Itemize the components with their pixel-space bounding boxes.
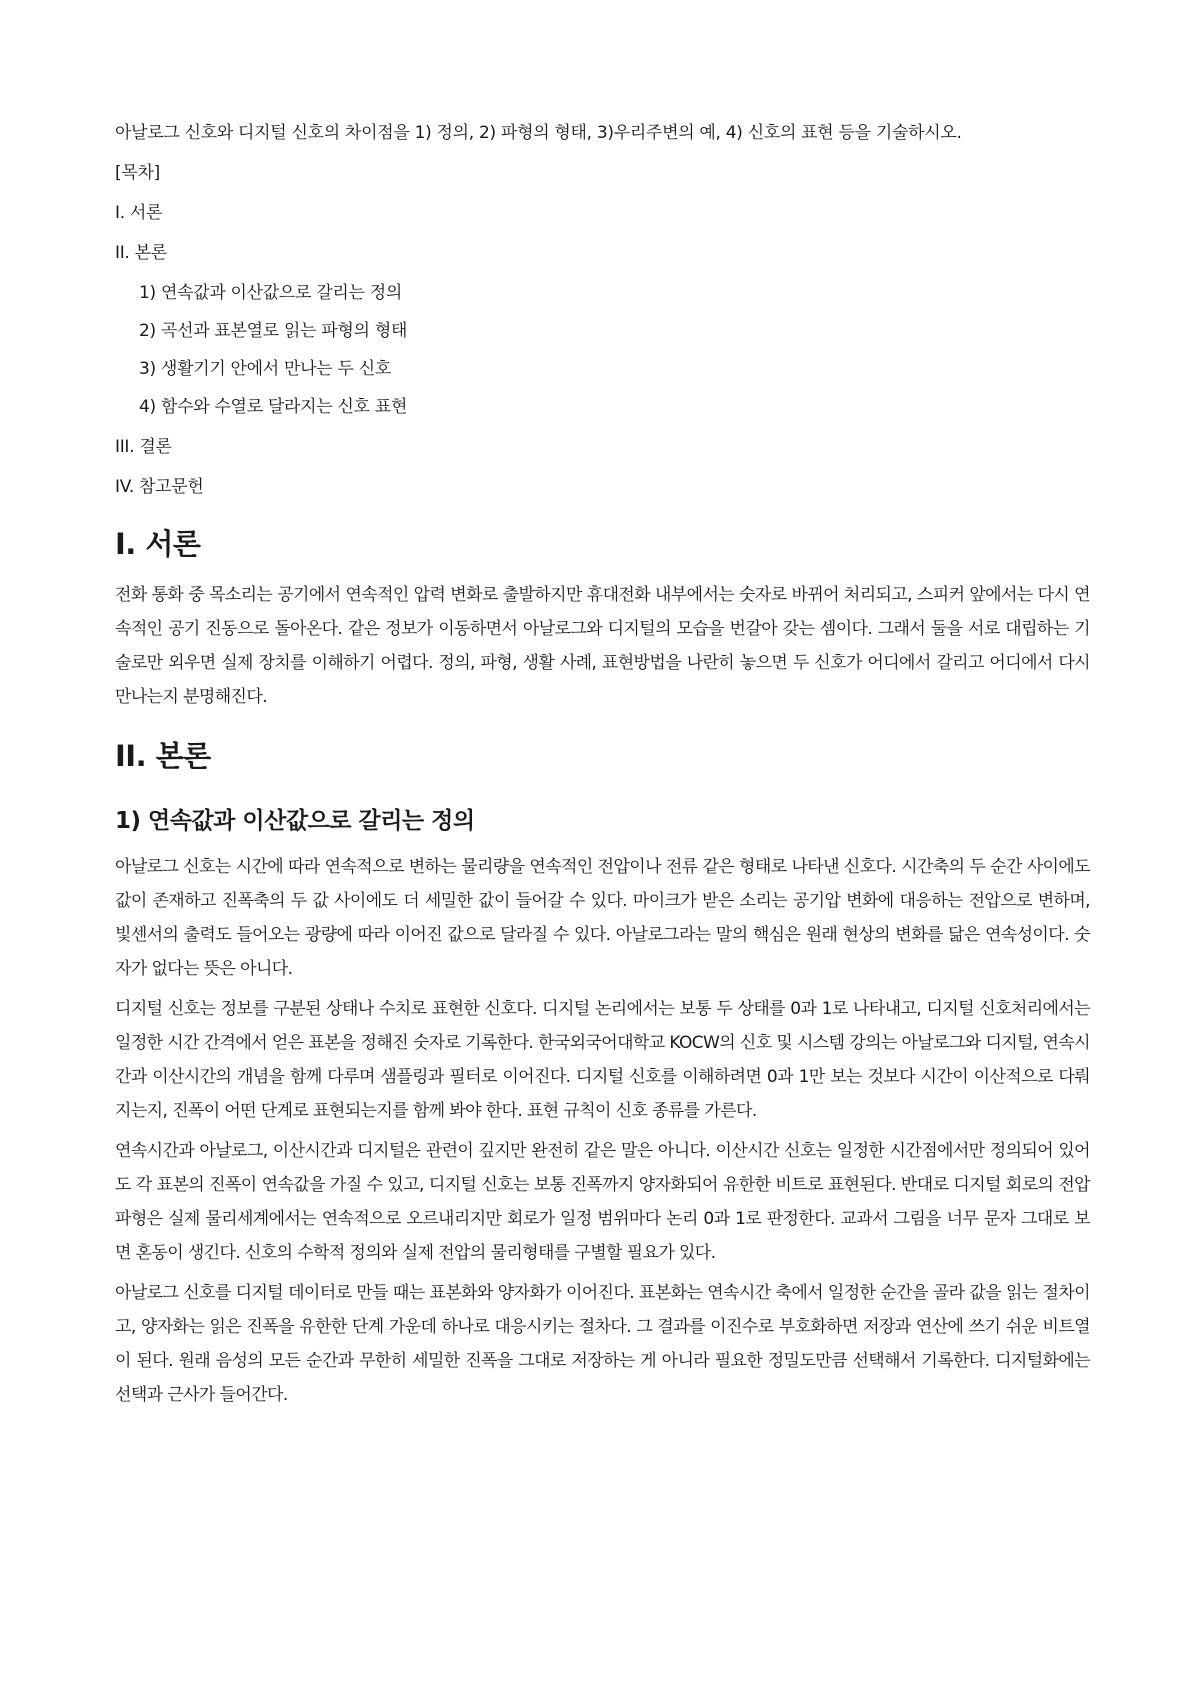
- body-paragraph: 연속시간과 아날로그, 이산시간과 디지털은 관련이 깊지만 완전히 같은 말은 아니다. 이산시간 신호는 일정한 시간점에서만 정의되어 있어도 각 표본의 진폭이 연속값을 가질 수 있고, 디지털 신호는 보통 진폭까지 양자화되어 유한한 비트로 표현된다. 반대로 디지털 회로의 전압파형은 실제 물리세계에서는 연속적으로 오르내리지만 회로가 일정 범위마다 논리 0과 1로 판정한다. 교과서 그림을 너무 문자 그대로 보면 혼동이 생긴다. 신호의 수학적 정의와 실제 전압의 물리형태를 구별할 필요가 있다.: [115, 1141, 1090, 1263]
- section-heading-intro: I. 서론: [115, 527, 201, 561]
- body-paragraph: 아날로그 신호를 디지털 데이터로 만들 때는 표본화와 양자화가 이어진다. 표본화는 연속시간 축에서 일정한 순간을 골라 값을 읽는 절차이고, 양자화는 읽은 진폭을 유한한 단계 가운데 하나로 대응시키는 절차다. 그 결과를 이진수로 부호화하면 저장과 연산에 쓰기 쉬운 비트열이 된다. 원래 음성의 모든 순간과 무한히 세밀한 진폭을 그대로 저장하는 게 아니라 필요한 정밀도만큼 선택해서 기록한다. 디지털화에는 선택과 근사가 들어간다.: [115, 1283, 1090, 1405]
- toc-subitem: 3) 생활기기 안에서 만나는 두 신호: [139, 359, 391, 379]
- toc-item-body: II. 본론: [115, 243, 167, 263]
- toc-item-conclusion: III. 결론: [115, 437, 172, 457]
- toc-subitem: 1) 연속값과 이산값으로 갈리는 정의: [139, 283, 402, 303]
- table-of-contents: [115, 158, 1090, 502]
- body-paragraph: 아날로그 신호는 시간에 따라 연속적으로 변하는 물리량을 연속적인 전압이나 전류 같은 형태로 나타낸 신호다. 시간축의 두 순간 사이에도 값이 존재하고 진폭축의 두 값 사이에도 더 세밀한 값이 들어갈 수 있다. 마이크가 받은 소리는 공기압 변화에 대응하는 전압으로 변하며, 빛센서의 출력도 들어오는 광량에 따라 이어진 값으로 달라질 수 있다. 아날로그라는 말의 핵심은 원래 현상의 변화를 닮은 연속성이다. 숫자가 없다는 뜻은 아니다.: [115, 857, 1090, 979]
- toc-item-intro: I. 서론: [115, 203, 163, 223]
- body-paragraph: 디지털 신호는 정보를 구분된 상태나 수치로 표현한 신호다. 디지털 논리에서는 보통 두 상태를 0과 1로 나타내고, 디지털 신호처리에서는 일정한 시간 간격에서 얻은 표본을 정해진 숫자로 기록한다. 한국외국어대학교 KOCW의 신호 및 시스템 강의는 아날로그와 디지털, 연속시간과 이산시간의 개념을 함께 다루며 샘플링과 필터로 이어진다. 디지털 신호를 이해하려면 0과 1만 보는 것보다 시간이 이산적으로 다뤄지는지, 진폭이 어떤 단계로 표현되는지를 함께 봐야 한다. 표현 규칙이 신호 종류를 가른다.: [115, 999, 1090, 1121]
- subsection-heading-definition: 1) 연속값과 이산값으로 갈리는 정의: [115, 808, 475, 834]
- toc-subitem: 2) 곡선과 표본열로 읽는 파형의 형태: [139, 321, 408, 341]
- intro-paragraph: 전화 통화 중 목소리는 공기에서 연속적인 압력 변화로 출발하지만 휴대전화 내부에서는 숫자로 바뀌어 처리되고, 스피커 앞에서는 다시 연속적인 공기 진동으로 돌아온다. 같은 정보가 이동하면서 아날로그와 디지털의 모습을 번갈아 갖는 셈이다. 그래서 둘을 서로 대립하는 기술로만 외우면 실제 장치를 이해하기 어렵다. 정의, 파형, 생활 사례, 표현방법을 나란히 놓으면 두 신호가 어디에서 갈리고 어디에서 다시 만나는지 분명해진다.: [115, 585, 1090, 707]
- toc-item-references: IV. 참고문헌: [115, 477, 204, 497]
- toc-title: [목차]: [115, 163, 160, 183]
- section-heading-body: II. 본론: [115, 739, 211, 773]
- toc-subitem: 4) 함수와 수열로 달라지는 신호 표현: [139, 397, 408, 417]
- assignment-question: 아날로그 신호와 디지털 신호의 차이점을 1) 정의, 2) 파형의 형태, 3)우리주변의 예, 4) 신호의 표현 등을 기술하시오.: [115, 123, 962, 143]
- document-page: [115, 118, 1090, 1418]
